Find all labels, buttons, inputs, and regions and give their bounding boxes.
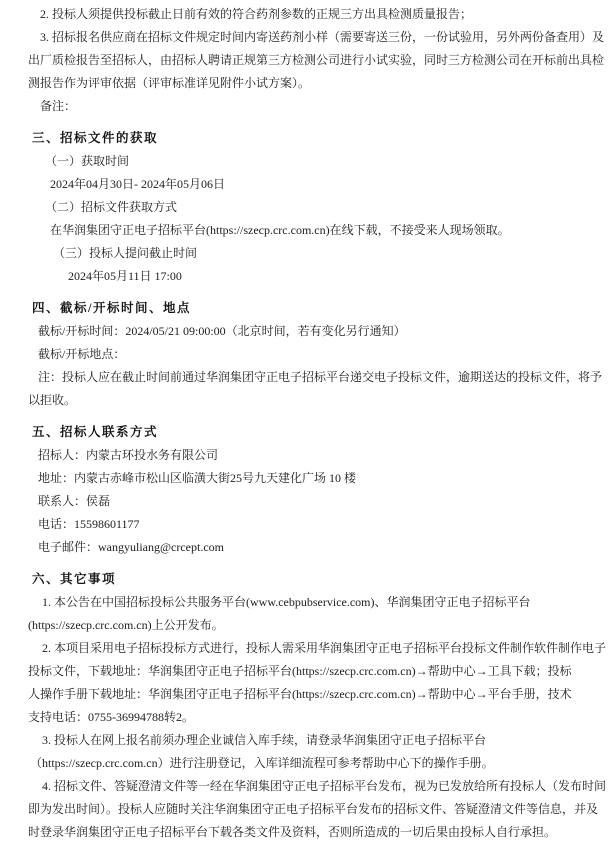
- other-item-4-line3: 时登录华润集团守正电子招标平台下载各类文件及资料，否则所造成的一切后果由投标人自行承担。: [28, 825, 557, 839]
- section-3-sub2-heading: （二）招标文件获取方式: [45, 200, 178, 214]
- other-item-3-line1: 3. 投标人在网上报名前须办理企业诚信入库手续，请登录华润集团守正电子招标平台: [42, 733, 487, 747]
- remarks-label: 备注：: [40, 99, 77, 113]
- requirement-item-3-line2: 出厂质检报告至招标人，由招标人聘请正规第三方检测公司进行小试实验，同时三方检测公司在开标前出具检: [28, 53, 605, 67]
- tenderer-name: 招标人：内蒙古环投水务有限公司: [38, 448, 219, 462]
- section-5-heading: 五、招标人联系方式: [32, 425, 159, 439]
- contact-phone: 电话：15598601177: [38, 517, 140, 531]
- contact-email: 电子邮件：wangyuliang@crcept.com: [38, 540, 225, 554]
- section-6-heading: 六、其它事项: [32, 572, 117, 586]
- other-item-3-line2: （https://szecp.crc.com.cn）进行注册登记，入库详细流程可参考帮助中心下的操作手册。: [30, 756, 494, 770]
- bid-opening-time: 截标/开标时间：2024/05/21 09:00:00（北京时间，若有变化另行通知）: [38, 324, 406, 338]
- section-3-sub1-heading: （一）获取时间: [45, 154, 130, 168]
- tenderer-address: 地址：内蒙古赤峰市松山区临潢大街25号九天建化广场 10 楼: [38, 471, 357, 485]
- bid-opening-place: 截标/开标地点：: [38, 347, 126, 361]
- other-item-4-line2: 即为发出时间）。投标人应随时关注华润集团守正电子招标平台发布的招标文件、答疑澄清文件等信息，并及: [28, 802, 599, 816]
- other-item-1-line1: 1. 本公告在中国招标投标公共服务平台(www.cebpubservice.com)、华润集团守正电子招标平台: [42, 595, 531, 609]
- section-3-sub3-heading: （三）投标人提问截止时间: [53, 246, 198, 260]
- other-item-2-line4: 支持电话：0755-36994788转2。: [28, 710, 194, 724]
- other-item-1-line2: (https://szecp.crc.com.cn)上公开发布。: [28, 618, 224, 632]
- requirement-item-3-line3: 测报告作为评审依据（评审标准详见附件小试方案）。: [28, 76, 311, 90]
- section-3-heading: 三、招标文件的获取: [32, 131, 159, 145]
- contact-person: 联系人：侯磊: [38, 494, 111, 508]
- bid-submission-note-line2: 以拒收。: [28, 393, 77, 407]
- other-item-2-line2: 投标文件，下载地址：华润集团守正电子招标平台(https://szecp.crc.com.cn)→帮助中心→工具下载；投标: [28, 664, 572, 678]
- requirement-item-2: 2. 投标人须提供投标截止日前有效的符合药剂参数的正规三方出具检测质量报告；: [40, 7, 473, 21]
- question-deadline-value: 2024年05月11日 17:00: [68, 269, 182, 283]
- other-item-2-line3: 人操作手册下载地址：华润集团守正电子招标平台(https://szecp.crc.com.cn)→帮助中心→平台手册，技术: [28, 687, 572, 701]
- requirement-item-3-line1: 3. 招标报名供应商在招标文件规定时间内寄送药剂小样（需要寄送三份，一份试验用，另外两份备查用）及: [40, 30, 605, 44]
- other-item-2-line1: 2. 本项目采用电子招标投标方式进行，投标人需采用华润集团守正电子招标平台投标文件制作软件制作电子: [42, 641, 607, 655]
- bid-submission-note-line1: 注：投标人应在截止时间前通过华润集团守正电子招标平台递交电子投标文件，逾期送达的投标文件，将予: [38, 370, 603, 384]
- obtain-period-value: 2024年04月30日- 2024年05月06日: [50, 177, 225, 191]
- obtain-method-text: 在华润集团守正电子招标平台(https://szecp.crc.com.cn)在线下载，不接受来人现场领取。: [50, 223, 510, 237]
- section-4-heading: 四、截标/开标时间、地点: [32, 301, 191, 315]
- other-item-4-line1: 4. 招标文件、答疑澄清文件等一经在华润集团守正电子招标平台发布，视为已发放给所有投标人（发布时间: [42, 779, 607, 793]
